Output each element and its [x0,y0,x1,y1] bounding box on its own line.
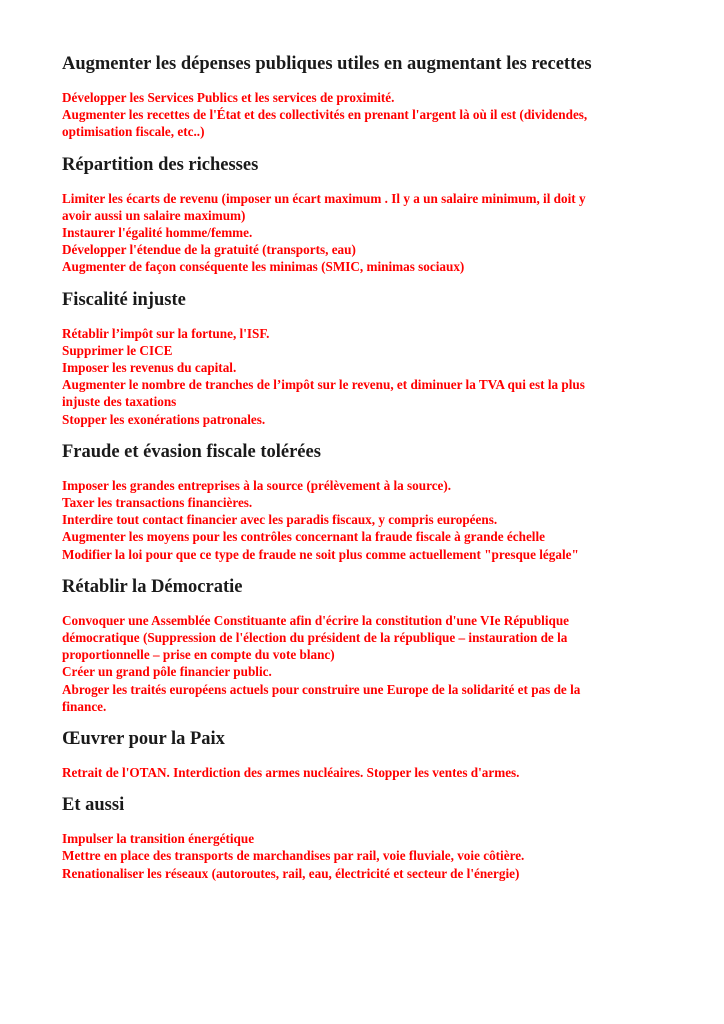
section-peace [62,727,662,781]
body-line: Convoquer une Assemblée Constituante afin d'écrire la constitution d'une VIe République [62,612,570,628]
section-body [62,830,662,882]
document-page [62,52,662,882]
section-heading: Répartition des richesses [62,154,259,175]
body-line: Mettre en place des transports de marchandises par rail, voie fluviale, voie côtière. [62,848,525,864]
body-line: Augmenter les moyens pour les contrôles concernant la fraude fiscale à grande échelle [62,529,545,545]
body-line: Renationaliser les réseaux (autoroutes, rail, eau, électricité et secteur de l'énergie) [62,865,520,881]
section-heading: Rétablir la Démocratie [62,576,243,597]
section-body [62,477,662,563]
body-line: avoir aussi un salaire maximum) [62,207,246,223]
section-heading: Augmenter les dépenses publiques utiles en augmentant les recettes [62,54,592,74]
body-line: proportionnelle – prise en compte du vote blanc) [62,647,335,663]
body-line: Interdire tout contact financier avec les paradis fiscaux, y compris européens. [62,512,498,528]
section-body [62,612,662,715]
section-wealth-distribution [62,153,662,276]
body-line: Impulser la transition énergétique [62,831,255,847]
body-line: Rétablir l’impôt sur la fortune, l'ISF. [62,325,270,341]
section-heading: Œuvrer pour la Paix [62,729,225,750]
body-line: Augmenter de façon conséquente les minimas (SMIC, minimas sociaux) [62,259,465,275]
body-line: finance. [62,698,107,714]
body-line: optimisation fiscale, etc..) [62,124,205,140]
body-line: Créer un grand pôle financier public. [62,664,272,680]
section-heading: Fraude et évasion fiscale tolérées [62,441,321,462]
body-line: Développer les Services Publics et les services de proximité. [62,90,395,105]
body-line: Modifier la loi pour que ce type de fraude ne soit plus comme actuellement "presque légale" [62,546,579,562]
section-democracy [62,575,662,715]
body-line: Développer l'étendue de la gratuité (transports, eau) [62,242,356,258]
section-public-spending [62,52,662,141]
section-tax-fraud [62,440,662,563]
body-line: Instaurer l'égalité homme/femme. [62,225,253,241]
section-body [62,764,662,781]
body-line: Abroger les traités européens actuels pour construire une Europe de la solidarité et pas de la [62,681,581,697]
section-body [62,325,662,428]
section-body [62,190,662,276]
body-line: Augmenter le nombre de tranches de l’impôt sur le revenu, et diminuer la TVA qui est la plus [62,377,585,393]
section-body [62,89,662,141]
body-line: Imposer les revenus du capital. [62,360,237,376]
body-line: Stopper les exonérations patronales. [62,411,266,427]
body-line: Taxer les transactions financières. [62,495,253,511]
body-line: Retrait de l'OTAN. Interdiction des armes nucléaires. Stopper les ventes d'armes. [62,765,520,781]
body-line: Imposer les grandes entreprises à la source (prélèvement à la source). [62,477,452,493]
body-line: Limiter les écarts de revenu (imposer un écart maximum . Il y a un salaire minimum, il doit y [62,190,586,206]
body-line: démocratique (Suppression de l'élection du président de la république – instauration de la [62,630,568,646]
section-heading: Et aussi [62,795,125,816]
section-heading: Fiscalité injuste [62,289,186,310]
body-line: Supprimer le CICE [62,342,173,358]
section-also [62,793,662,882]
section-unfair-taxation [62,288,662,428]
body-line: injuste des taxations [62,394,177,410]
body-line: Augmenter les recettes de l'État et des collectivités en prenant l'argent là où il est (dividendes, [62,107,588,123]
